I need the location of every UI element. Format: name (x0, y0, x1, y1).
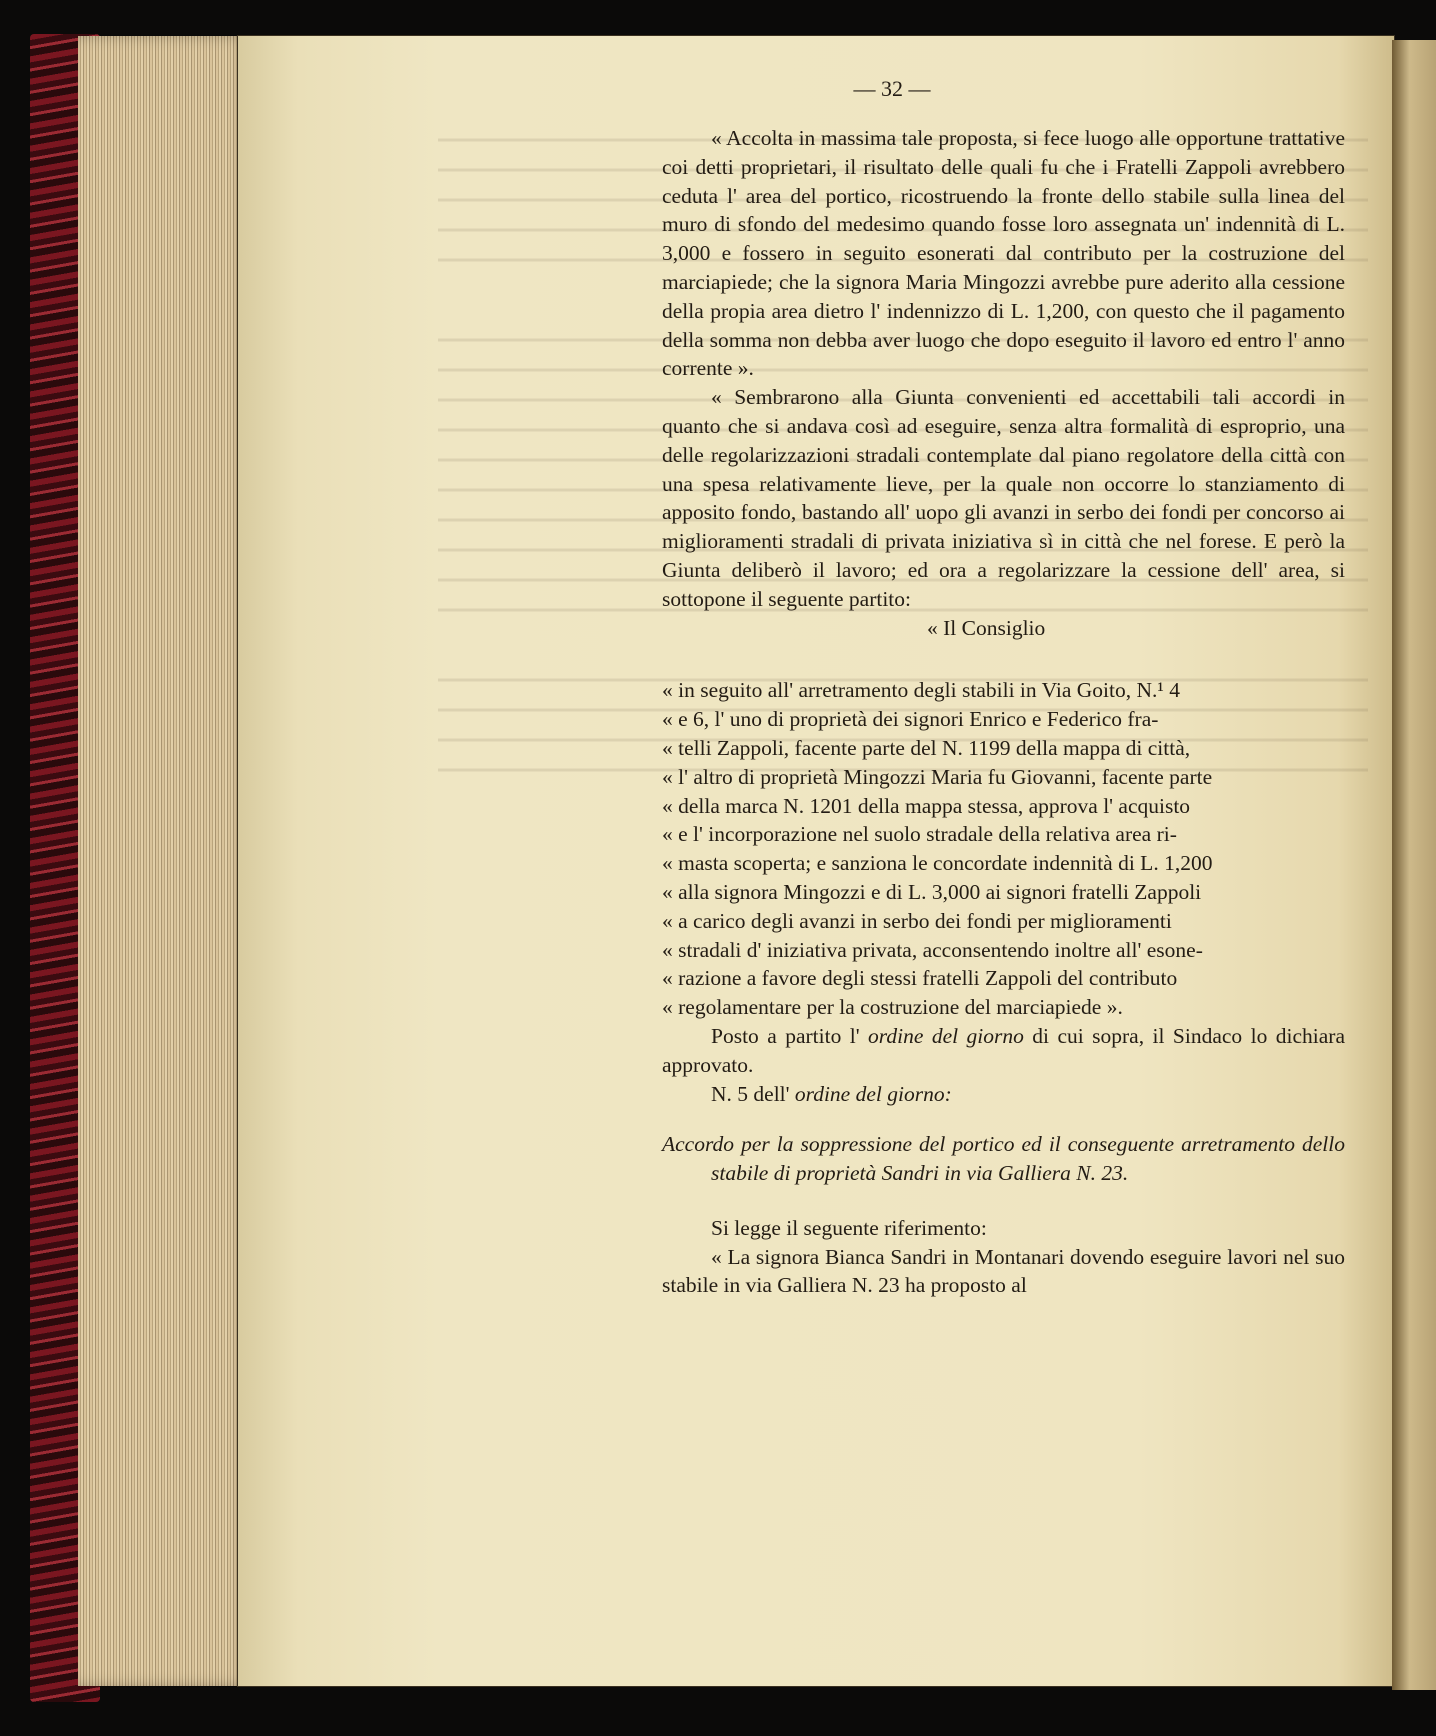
resolution-line: « regolamentare per la costruzione del marciapiede ». (662, 995, 1123, 1020)
resolution-line: « telli Zappoli, facente parte del N. 1199 della mappa di città, (662, 735, 1191, 760)
resolution-line: « stradali d' iniziativa privata, acconsentendo inoltre all' esone- (662, 937, 1203, 962)
page-number: — 32 — (853, 76, 931, 101)
resolution-line: « in seguito all' arretramento degli stabili in Via Goito, N.¹ 4 (662, 678, 1180, 703)
agenda-italic: ordine del giorno: (794, 1081, 952, 1106)
resolution-line: « razione a favore degli stessi fratelli Zappoli del contributo (662, 966, 1178, 991)
final-paragraph: « La signora Bianca Sandri in Montanari dovendo eseguire lavori nel suo stabile in via Galliera N. 23 ha proposto al (662, 1244, 1345, 1298)
vote-italic: ordine del giorno (868, 1023, 1024, 1048)
resolution (662, 676, 1345, 1022)
read-line: Si legge il seguente riferimento: (711, 1215, 987, 1240)
facing-page-edge (1392, 40, 1436, 1690)
vote-prefix: Posto a partito l' (711, 1023, 860, 1048)
resolution-line: « a carico degli avanzi in serbo dei fondi per miglioramenti (662, 908, 1172, 933)
paragraph-1: « Accolta in massima tale proposta, si fece luogo alle opportune trattative coi detti proprietari, il risultato delle quali fu che i Fratelli Zappoli avrebbero ceduta l' area del portico, ricostruendo la fronte dello stabile sulla linea del muro di sfondo del medesimo quando fosse loro assegnata un' indennità di L. 3,000 e fossero in seguito esonerati dal contributo per la costruzione del marciapiede; che la signora Maria Mingozzi avrebbe pure aderito alla cessione della propia area dietro l' indennizzo di L. 1,200, con questo che il pagamento della somma non debba aver luogo che dopo eseguito il lavoro ed entro l' anno corrente ». (662, 126, 1345, 381)
agenda-item (662, 1080, 1345, 1109)
page-edges (78, 36, 250, 1686)
resolution-line: « e 6, l' uno di proprietà dei signori Enrico e Federico fra- (662, 707, 1159, 732)
agenda-prefix: N. 5 dell' (711, 1081, 790, 1106)
resolution-line: « della marca N. 1201 della mappa stessa, approva l' acquisto (662, 793, 1191, 818)
resolution-line: « e l' incorporazione nel suolo stradale della relativa area ri- (662, 822, 1177, 847)
paragraph-2: « Sembrarono alla Giunta convenienti ed accettabili tali accordi in quanto che si andava così ad eseguire, senza altra formalità di esproprio, una delle regolarizzazioni stradali contemplate dal piano regolatore della città con una spesa relativamente lieve, per la quale non occorre lo stanziamento di apposito fondo, bastando all' uopo gli avanzi in serbo dei fondi per concorso ai miglioramenti stradali di privata iniziativa sì in città che nel forese. E però la Giunta deliberò il lavoro; ed ora a regolarizzare la cessione dell' area, si sottopone il seguente partito: (662, 385, 1345, 611)
resolution-line: « alla signora Mingozzi e di L. 3,000 ai signori fratelli Zappoli (662, 879, 1202, 904)
vote-paragraph (662, 1022, 1345, 1080)
vote-suffix: di cui sopra, il Sindaco lo dichiara approvato. (662, 1023, 1345, 1077)
page-text (662, 0, 1345, 1300)
council-heading: « Il Consiglio (927, 615, 1046, 640)
resolution-line: « l' altro di proprietà Mingozzi Maria fu Giovanni, facente parte (662, 764, 1213, 789)
resolution-line: « masta scoperta; e sanziona le concordate indennità di L. 1,200 (662, 851, 1213, 876)
item-title: Accordo per la soppressione del portico ed il conseguente arretramento dello stabile di proprietà Sandri in via Galliera N. 23. (662, 1132, 1345, 1186)
